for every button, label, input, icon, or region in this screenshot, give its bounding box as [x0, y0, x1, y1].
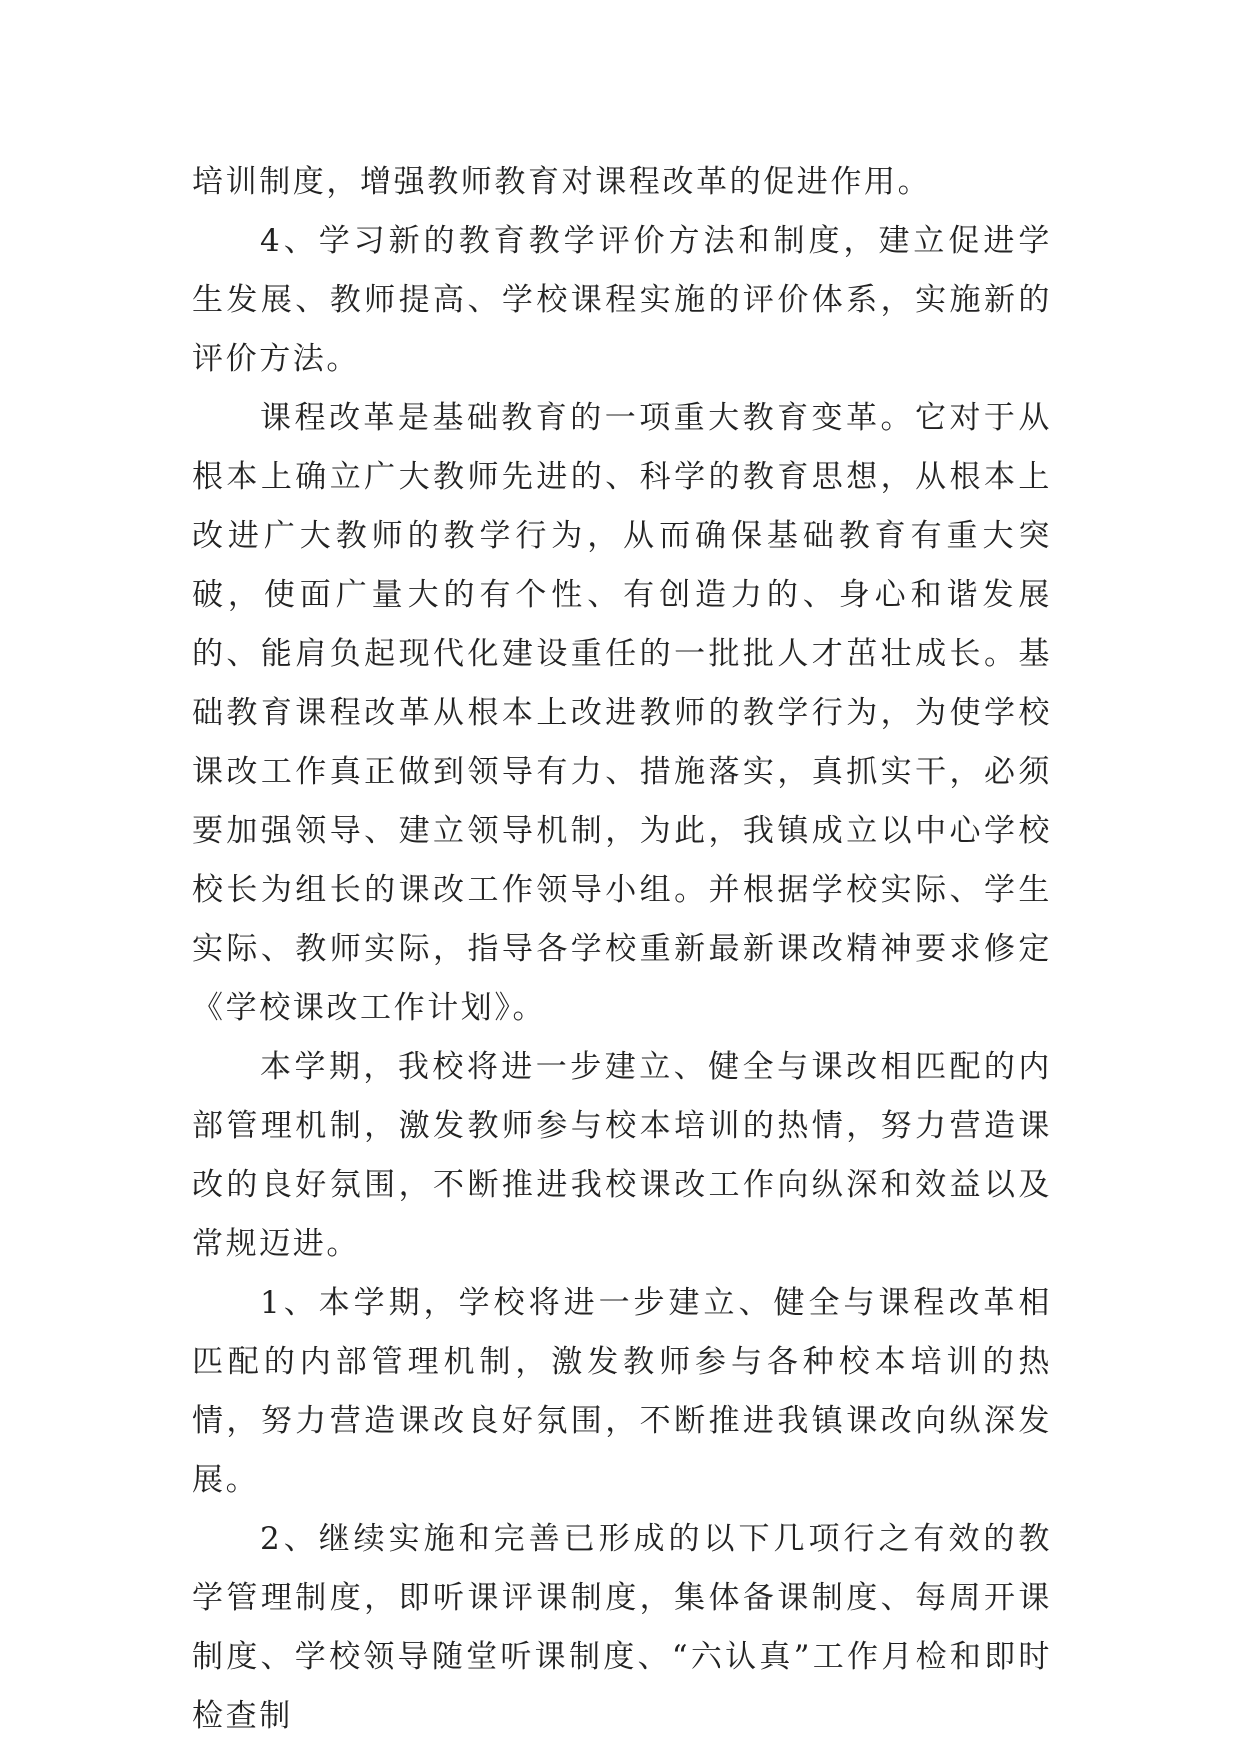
- paragraph: 4、学习新的教育教学评价方法和制度，建立促进学生发展、教师提高、学校课程实施的评价体系，实施新的评价方法。: [192, 223, 1052, 377]
- paragraph: 本学期，我校将进一步建立、健全与课改相匹配的内部管理机制，激发教师参与校本培训的热情，努力营造课改的良好氛围，不断推进我校课改工作向纵深和效益以及常规迈进。: [192, 1049, 1052, 1262]
- document-body: [192, 153, 1052, 1746]
- paragraph: 课程改革是基础教育的一项重大教育变革。它对于从根本上确立广大教师先进的、科学的教育思想，从根本上改进广大教师的教学行为，从而确保基础教育有重大突破，使面广量大的有个性、有创造力的、身心和谐发展的、能肩负起现代化建设重任的一批批人才茁壮成长。基础教育课程改革从根本上改进教师的教学行为，为使学校课改工作真正做到领导有力、措施落实，真抓实干，必须要加强领导、建立领导机制，为此，我镇成立以中心学校校长为组长的课改工作领导小组。并根据学校实际、学生实际、教师实际，指导各学校重新最新课改精神要求修定《学校课改工作计划》。: [192, 400, 1052, 1026]
- paragraph: 1、本学期，学校将进一步建立、健全与课程改革相匹配的内部管理机制，激发教师参与各种校本培训的热情，努力营造课改良好氛围，不断推进我镇课改向纵深发展。: [192, 1285, 1052, 1498]
- paragraph: 2、继续实施和完善已形成的以下几项行之有效的教学管理制度，即听课评课制度，集体备课制度、每周开课制度、学校领导随堂听课制度、“六认真”工作月检和即时检查制: [192, 1521, 1052, 1734]
- paragraph: 培训制度，增强教师教育对课程改革的促进作用。: [192, 164, 932, 200]
